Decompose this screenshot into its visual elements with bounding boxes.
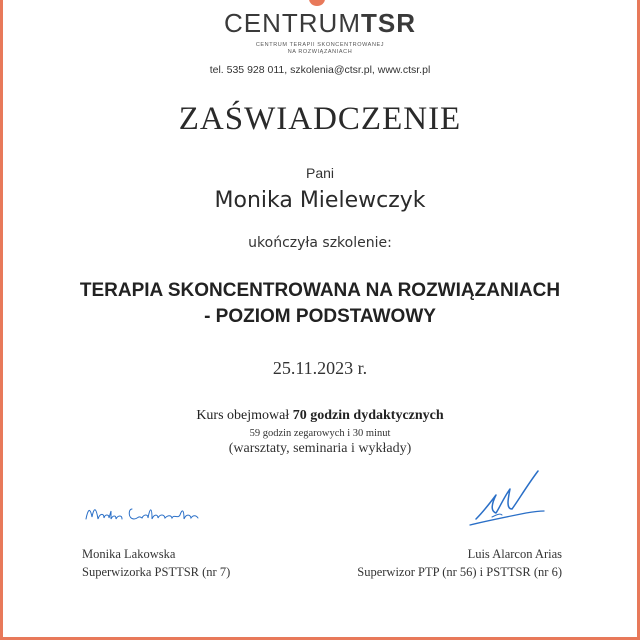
- brand-logo: [0, 8, 640, 39]
- course-hours: [0, 408, 640, 424]
- recipient-name: Monika Mielewczyk: [214, 188, 426, 213]
- signer-left: [82, 545, 230, 581]
- completed-text: ukończyła szkolenie:: [248, 235, 392, 251]
- signer-left-name: Monika Lakowska: [82, 547, 176, 561]
- signer-right-name: Luis Alarcon Arias: [467, 547, 562, 561]
- course-line2: - POZIOM PODSTAWOWY: [204, 306, 436, 327]
- signer-right: [357, 545, 562, 581]
- course-date: 25.11.2023 r.: [272, 358, 368, 378]
- signer-left-role: Superwizorka PSTTSR (nr 7): [82, 565, 231, 579]
- tagline-line1: CENTRUM TERAPII SKONCENTROWANEJ: [255, 42, 385, 48]
- brand-part2: TSR: [361, 8, 416, 38]
- hours-bold: 70 godzin dydaktycznych: [292, 408, 444, 423]
- signer-right-role: Superwizor PTP (nr 56) i PSTTSR (nr 6): [357, 565, 562, 579]
- brand-part1: CENTRUM: [224, 8, 361, 38]
- tagline-line2: NA ROZWIĄZANIACH: [287, 49, 353, 55]
- course-title: [0, 278, 640, 330]
- certificate-title: ZAŚWIADCZENIE: [178, 101, 462, 137]
- salutation: Pani: [305, 165, 335, 181]
- contact-info: tel. 535 928 011, szkolenia@ctsr.pl, www.ctsr.pl: [209, 64, 431, 76]
- brand-tagline: [0, 42, 640, 56]
- course-forms: (warsztaty, seminaria i wykłady): [228, 441, 412, 456]
- hours-prefix: Kurs obejmował: [196, 408, 293, 423]
- signature-right: [466, 467, 556, 534]
- course-line1: TERAPIA SKONCENTROWANA NA ROZWIĄZANIACH: [79, 280, 561, 301]
- signature-left: [82, 497, 212, 534]
- hours-detail: 59 godzin zegarowych i 30 minut: [249, 428, 391, 439]
